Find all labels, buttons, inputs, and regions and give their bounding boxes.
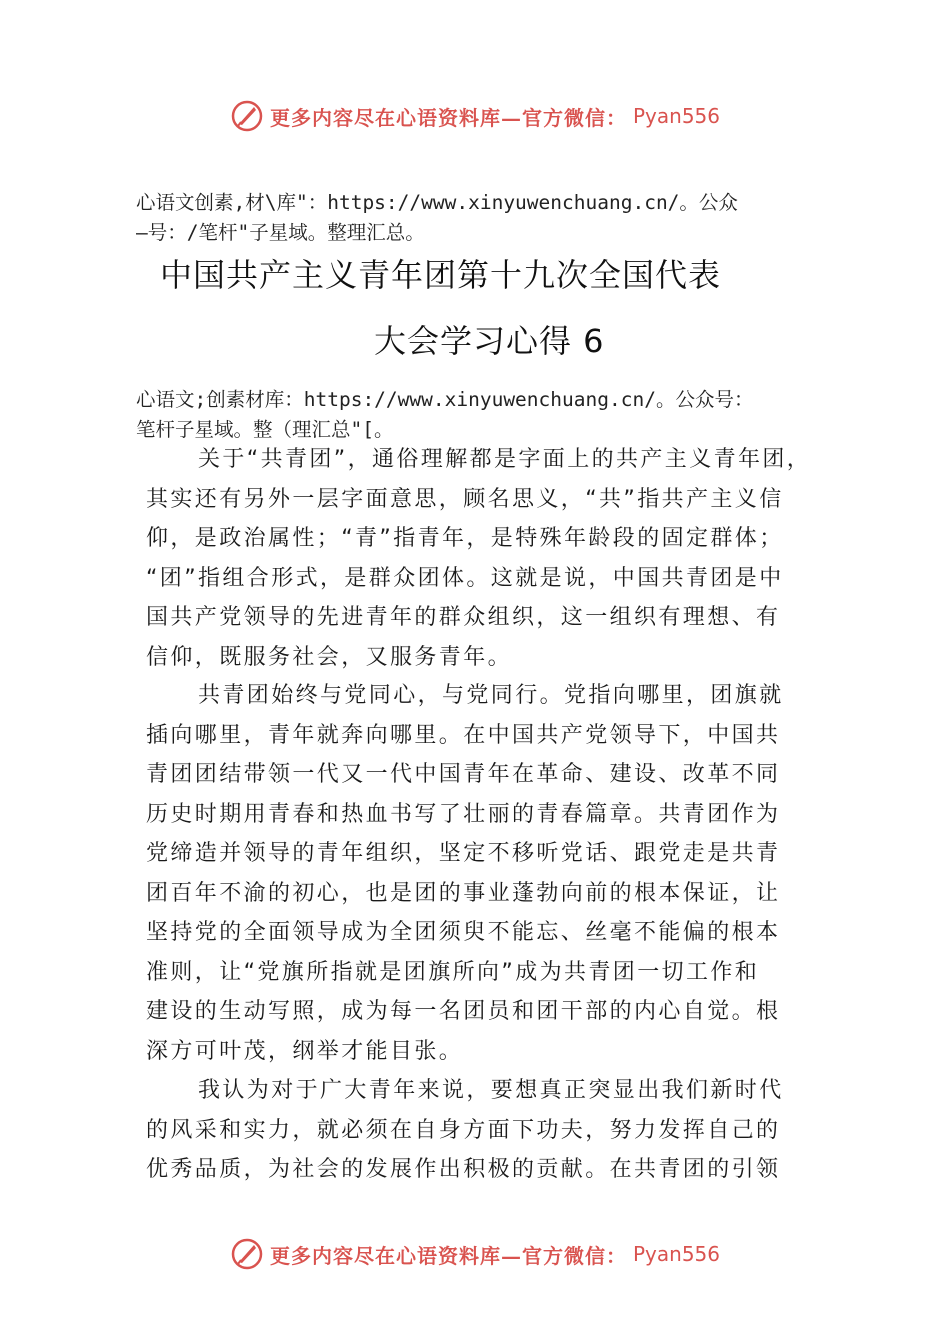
paragraph-line: 的风采和实力，就必须在自身方面下功夫，努力发挥自己的 [146,1117,781,1143]
paragraph-line: 仰，是政治属性；“青”指青年，是特殊年龄段的固定群体； [146,526,784,551]
banner-wechat-id: Pyan556 [632,104,720,128]
paragraph-line: 信仰，既服务社会，又服务青年。 [146,644,513,670]
paragraph-line: 我认为对于广大青年来说，要想真正突显出我们新时代 [198,1078,784,1103]
paragraph-line: 坚持党的全面领导成为全团须臾不能忘、丝毫不能偏的根本 [146,920,781,945]
quill-pen-logo-icon [230,1237,264,1271]
header-banner [0,96,950,136]
paragraph-line: 党缔造并领导的青年组织，坚定不移听党话、跟党走是共青 [146,841,781,866]
paragraph-line: 共青团始终与党同心，与党同行。党指向哪里，团旗就 [198,683,784,708]
paragraph-line: 国共产党领导的先进青年的群众组织，这一组织有理想、有 [146,605,781,630]
paragraph-line: 关于“共青团”，通俗理解都是字面上的共产主义青年团， [198,447,812,472]
document-title-line-2: 大会学习心得 6 [374,322,605,360]
banner-text: 更多内容尽在心语资料库—官方微信： [269,1243,627,1268]
footer-banner [0,1234,950,1274]
paragraph-line: 建设的生动写照，成为每一名团员和团干部的内心自觉。根 [146,999,781,1024]
paragraph-line: 插向哪里，青年就奔向哪里。在中国共产党领导下，中国共 [146,722,781,748]
paragraph-2 [146,676,826,1071]
source-note-line: 笔杆子星域。整（理汇总"[。 [136,418,394,441]
source-note-top [136,188,856,248]
paragraph-1 [146,440,826,677]
paragraph-line: 青团团结带领一代又一代中国青年在革命、建设、改革不同 [146,762,781,787]
paragraph-line: 深方可叶茂，纲举才能目张。 [146,1038,464,1064]
paragraph-line: 优秀品质，为社会的发展作出积极的贡献。在共青团的引领 [146,1157,781,1182]
document-title-line-1: 中国共产主义青年团第十九次全国代表 [160,256,722,294]
source-note-mid [136,385,856,445]
paragraph-line: 准则，让“党旗所指就是团旗所向”成为共青团一切工作和 [146,959,760,985]
paragraph-line: 团百年不渝的初心，也是团的事业蓬勃向前的根本保证，让 [146,880,781,906]
source-note-line: 心语文创素,材\库"：https://www.xinyuwenchuang.cn/。公众 [136,191,738,214]
source-note-line: —号：/笔杆"子星域。整理汇总。 [136,221,425,244]
banner-wechat-id: Pyan556 [632,1242,720,1266]
paragraph-line: 历史时期用青春和热血书写了壮丽的青春篇章。共青团作为 [146,801,781,827]
banner-text: 更多内容尽在心语资料库—官方微信： [269,105,627,130]
paragraph-line: 其实还有另外一层字面意思，顾名思义，“共”指共产主义信 [146,486,784,512]
quill-pen-logo-icon [230,99,264,133]
source-note-line: 心语文;创素材库：https://www.xinyuwenchuang.cn/。公众号： [136,388,754,411]
paragraph-3 [146,1071,826,1190]
paragraph-line: “团”指组合形式，是群众团体。这就是说，中国共青团是中 [146,565,784,591]
